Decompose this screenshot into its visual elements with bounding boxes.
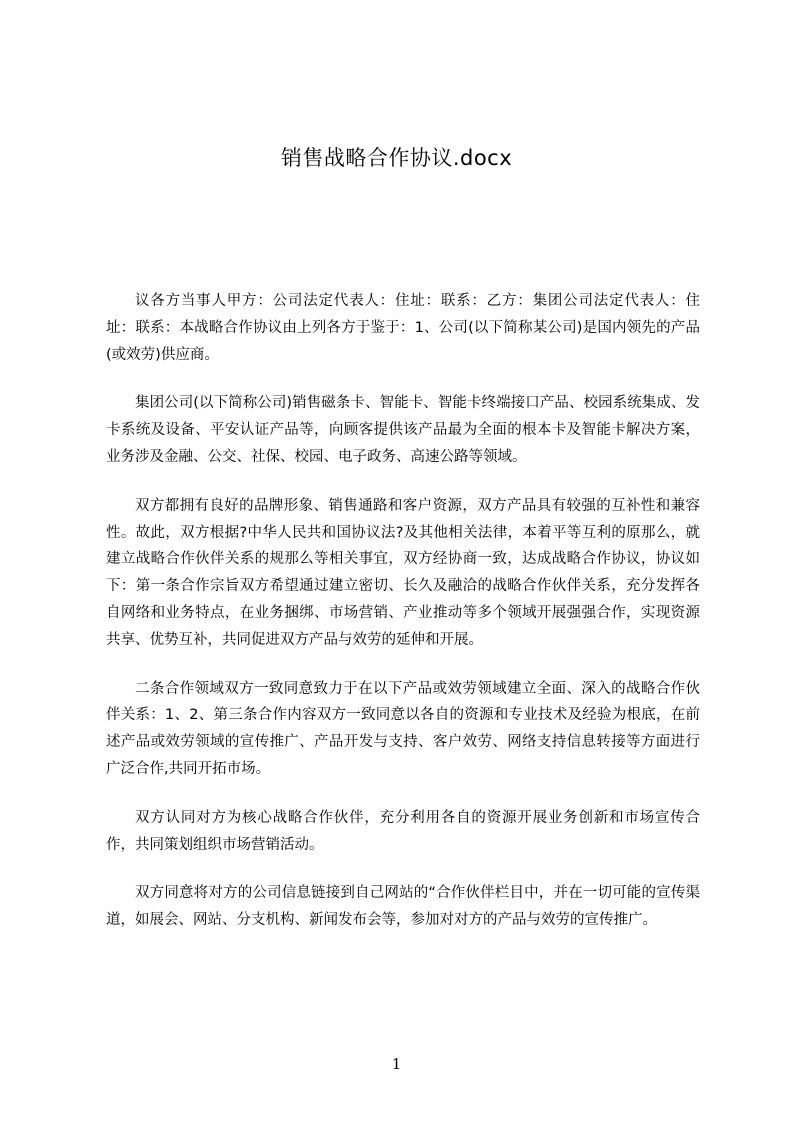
paragraph-website-link: 双方同意将对方的公司信息链接到自己网站的“合作伙伴栏目中，并在一切可能的宣传渠道，如展会、网站、分支机构、新闻发布会等，参加对对方的产品与效劳的宣传推广。 bbox=[106, 885, 700, 929]
paragraph-group-company: 集团公司(以下简称公司)销售磁条卡、智能卡、智能卡终端接口产品、校园系统集成、发卡系统及设备、平安认证产品等，向顾客提供该产品最为全面的根本卡及智能卡解决方案，业务涉及金融、公交、社保、校园、电子政务、高速公路等领域。 bbox=[106, 395, 700, 465]
page-number: 1 bbox=[391, 1055, 402, 1073]
paragraph-parties: 议各方当事人甲方：公司法定代表人：住址：联系：乙方：集团公司法定代表人：住址：联系：本战略合作协议由上列各方于鉴于：1、公司(以下简称某公司)是国内领先的产品(或效劳)供应商。 bbox=[106, 293, 700, 363]
document-title: 销售战略合作协议.docx bbox=[280, 146, 513, 170]
paragraph-purpose: 双方都拥有良好的品牌形象、销售通路和客户资源，双方产品具有较强的互补性和兼容性。故此，双方根据?中华人民共和国协议法?及其他相关法律，本着平等互利的原那么，就建立战略合作伙伴关系的规那么等相关事宜，双方经协商一致，达成战略合作协议，协议如下：第一条合作宗旨双方希望通过建立密切、长久及融洽的战略合作伙伴关系，充分发挥各自网络和业务特点，在业务捆绑、市场营销、产业推动等多个领域开展强强合作，实现资源共享、优势互补，共同促进双方产品与效劳的延伸和开展。 bbox=[106, 497, 700, 648]
document-body bbox=[106, 288, 700, 956]
paragraph-core-partner: 双方认同对方为核心战略合作伙伴，充分利用各自的资源开展业务创新和市场宣传合作，共同策划组织市场营销活动。 bbox=[106, 809, 700, 853]
paragraph-scope: 二条合作领域双方一致同意致力于在以下产品或效劳领域建立全面、深入的战略合作伙伴关系：1、2、第三条合作内容双方一致同意以各自的资源和专业技术及经验为根底，在前述产品或效劳领域的宣传推广、产品开发与支持、客户效劳、网络支持信息转接等方面进行广泛合作,共同开拓市场。 bbox=[106, 680, 700, 777]
